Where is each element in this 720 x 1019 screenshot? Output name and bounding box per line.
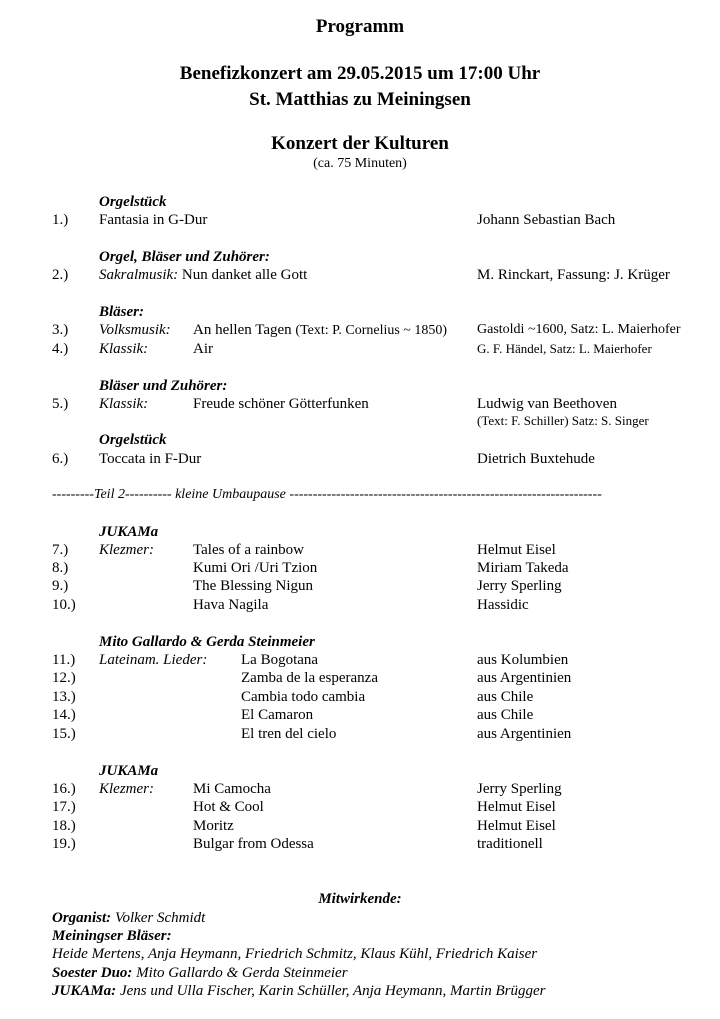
item-genre: Klezmer: — [99, 542, 154, 558]
item-composer: aus Chile — [477, 707, 534, 723]
divider-dashes: ------------------------------------------------------------------- — [289, 487, 602, 502]
item-composer: Jerry Sperling — [477, 781, 562, 797]
item-title: Cambia todo cambia — [241, 689, 366, 705]
credit-jukama — [52, 982, 545, 1000]
item-title: An hellen Tagen — [193, 322, 292, 338]
item-composer: aus Chile — [477, 689, 534, 705]
item-number: 1.) — [52, 212, 69, 228]
item-title: Kumi Ori /Uri Tzion — [193, 560, 318, 576]
credit-organist — [52, 909, 205, 927]
item-composer: Johann Sebastian Bach — [477, 212, 616, 228]
item-composer: Helmut Eisel — [477, 542, 556, 558]
item-number: 16.) — [52, 781, 76, 797]
credit-label: JUKAMa: — [52, 983, 117, 999]
part-divider — [52, 486, 602, 504]
item-composer: aus Argentinien — [477, 726, 572, 742]
item-title: Freude schöner Götterfunken — [193, 396, 369, 412]
item-number: 10.) — [52, 597, 76, 613]
item-number: 11.) — [52, 652, 76, 668]
item-genre-title — [99, 266, 307, 284]
item-number: 13.) — [52, 689, 76, 705]
item-title: Air — [193, 341, 213, 357]
item-composer: traditionell — [477, 836, 543, 852]
item-arrangement: (Text: F. Schiller) Satz: S. Singer — [477, 413, 649, 428]
credit-duo — [52, 964, 348, 982]
credits-heading: Mitwirkende: — [318, 891, 402, 907]
item-composer: Hassidic — [477, 597, 529, 613]
item-composer: M. Rinckart, Fassung: J. Krüger — [477, 267, 670, 283]
item-title: The Blessing Nigun — [193, 578, 313, 594]
item-note: (Text: P. Cornelius ~ 1850) — [295, 323, 448, 338]
item-title: Hava Nagila — [193, 597, 269, 613]
item-number: 5.) — [52, 396, 69, 412]
item-number: 8.) — [52, 560, 69, 576]
item-number: 6.) — [52, 451, 69, 467]
credit-value: Volker Schmidt — [114, 910, 206, 926]
divider-pause-label: ---------- kleine Umbaupause — [124, 487, 290, 502]
item-number: 17.) — [52, 799, 76, 815]
credit-label: Soester Duo: — [52, 965, 133, 981]
item-number: 7.) — [52, 542, 69, 558]
divider-part-label: Teil 2 — [93, 487, 125, 502]
credit-value: Mito Gallardo & Gerda Steinmeier — [136, 965, 348, 981]
item-title: El tren del cielo — [241, 726, 337, 742]
credit-value: Heide Mertens, Anja Heymann, Friedrich Schmitz, Klaus Kühl, Friedrich Kaiser — [52, 946, 538, 962]
item-title: Bulgar from Odessa — [193, 836, 314, 852]
item-title-line — [193, 321, 447, 340]
credit-value: Jens und Ulla Fischer, Karin Schüller, Anja Heymann, Martin Brügger — [119, 983, 546, 999]
credit-label: Organist: — [52, 910, 112, 926]
section-heading: Orgelstück — [99, 194, 167, 210]
item-genre: Klassik: — [99, 341, 149, 357]
section-heading: JUKAMa — [99, 763, 159, 779]
section-heading: Mito Gallardo & Gerda Steinmeier — [99, 634, 315, 650]
item-composer: G. F. Händel, Satz: L. Maierhofer — [477, 341, 652, 356]
item-genre: Sakralmusik: — [99, 267, 179, 283]
concert-duration: (ca. 75 Minuten) — [313, 156, 407, 171]
item-composer: aus Kolumbien — [477, 652, 569, 668]
item-composer: Miriam Takeda — [477, 560, 569, 576]
item-composer: Gastoldi ~1600, Satz: L. Maierhofer — [477, 322, 681, 337]
concert-date: Benefizkonzert am 29.05.2015 um 17:00 Uhr — [179, 63, 541, 84]
item-number: 12.) — [52, 670, 76, 686]
item-number: 18.) — [52, 818, 76, 834]
item-genre: Volksmusik: — [99, 322, 171, 338]
item-composer: Helmut Eisel — [477, 818, 556, 834]
item-title: Mi Camocha — [193, 781, 271, 797]
page-title: Programm — [315, 16, 405, 37]
item-composer: Helmut Eisel — [477, 799, 556, 815]
item-title: Zamba de la esperanza — [241, 670, 378, 686]
section-heading: Bläser und Zuhörer: — [99, 378, 228, 394]
section-heading: Orgel, Bläser und Zuhörer: — [99, 249, 270, 265]
item-composer: Jerry Sperling — [477, 578, 562, 594]
item-number: 9.) — [52, 578, 69, 594]
item-title: Moritz — [193, 818, 234, 834]
item-composer: Dietrich Buxtehude — [477, 451, 595, 467]
item-composer: Ludwig van Beethoven — [477, 396, 617, 412]
item-number: 19.) — [52, 836, 76, 852]
item-composer: aus Argentinien — [477, 670, 572, 686]
divider-dashes: --------- — [52, 487, 94, 502]
item-title: Hot & Cool — [193, 799, 264, 815]
item-number: 2.) — [52, 267, 69, 283]
item-title: Toccata in F-Dur — [99, 451, 202, 467]
item-number: 15.) — [52, 726, 76, 742]
item-number: 3.) — [52, 322, 69, 338]
item-title: La Bogotana — [241, 652, 319, 668]
item-genre: Klassik: — [99, 396, 149, 412]
item-title: Nun danket alle Gott — [181, 267, 308, 283]
concert-venue: St. Matthias zu Meiningsen — [249, 89, 471, 110]
concert-title: Konzert der Kulturen — [271, 133, 449, 154]
item-title: Tales of a rainbow — [193, 542, 304, 558]
section-heading: JUKAMa — [99, 524, 159, 540]
item-number: 4.) — [52, 341, 69, 357]
item-title: Fantasia in G-Dur — [99, 212, 208, 228]
item-genre: Lateinam. Lieder: — [99, 652, 208, 668]
credit-label: Meiningser Bläser: — [52, 928, 172, 944]
item-number: 14.) — [52, 707, 76, 723]
item-title: El Camaron — [241, 707, 314, 723]
section-heading: Bläser: — [99, 304, 144, 320]
section-heading: Orgelstück — [99, 432, 167, 448]
item-genre: Klezmer: — [99, 781, 154, 797]
